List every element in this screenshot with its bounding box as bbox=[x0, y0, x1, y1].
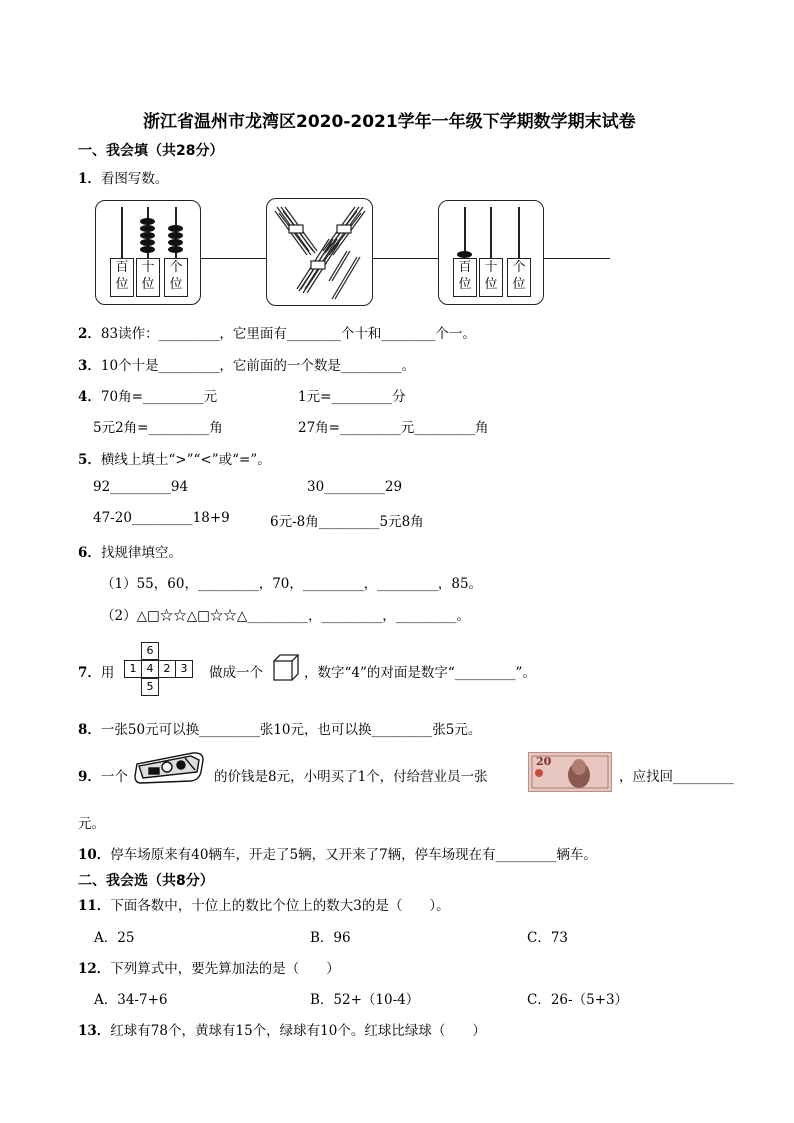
question-7 bbox=[78, 661, 114, 681]
pencil-case-icon bbox=[133, 750, 205, 784]
place-label-tens: 十位 bbox=[479, 258, 503, 297]
question-text: 83读作：_________，它里面有________个十和________个一。 bbox=[100, 326, 476, 342]
abacus-bead bbox=[140, 239, 155, 246]
question-number: 5． bbox=[78, 452, 101, 468]
q6-part-2: （2）△□☆☆△□☆☆△_________，_________，_________。 bbox=[101, 608, 470, 624]
option-b: B．96 bbox=[310, 930, 351, 946]
abacus-bead bbox=[140, 225, 155, 232]
connector-line bbox=[543, 258, 610, 259]
question-number: 6． bbox=[78, 545, 101, 561]
connector-line bbox=[200, 258, 266, 259]
question-text: 10个十是_________，它前面的一个数是_________。 bbox=[100, 358, 416, 374]
abacus-bead bbox=[168, 246, 183, 253]
question-number: 1． bbox=[78, 171, 101, 187]
question-text: 红球有78个，黄球有15个，绿球有10个。红球比绿球（ ） bbox=[110, 1023, 486, 1039]
question-number: 12． bbox=[78, 961, 111, 977]
q4-part-c: 5元2角=_________角 bbox=[93, 420, 223, 436]
sticks-bundle-picture bbox=[266, 198, 373, 306]
question-number: 8． bbox=[78, 722, 101, 738]
question-text: 横线上填土“>”“<”或“=”。 bbox=[100, 452, 271, 468]
question-number: 10． bbox=[78, 847, 111, 863]
abacus-bead bbox=[140, 232, 155, 239]
twenty-yuan-banknote bbox=[528, 752, 612, 792]
question-number: 3． bbox=[78, 358, 101, 374]
place-label-tens: 十位 bbox=[136, 258, 160, 297]
question-number: 13． bbox=[78, 1023, 111, 1039]
option-a: A．25 bbox=[94, 930, 135, 946]
section-heading: 二、我会选（共8分） bbox=[78, 873, 214, 889]
question-2 bbox=[78, 322, 476, 342]
question-number: 2． bbox=[78, 326, 101, 342]
net-face: 1 bbox=[124, 660, 142, 678]
question-6 bbox=[78, 541, 182, 561]
abacus-picture bbox=[95, 200, 201, 305]
abacus-bead bbox=[457, 251, 472, 258]
question-3 bbox=[78, 354, 415, 374]
question-text: 一张50元可以换_________张10元，也可以换_________张5元。 bbox=[100, 722, 482, 738]
stick-bundles-icon bbox=[267, 199, 372, 305]
question-13 bbox=[78, 1019, 486, 1039]
net-face: 3 bbox=[175, 660, 193, 678]
question-4 bbox=[78, 385, 217, 405]
question-9 bbox=[78, 765, 128, 785]
q9-text-4: 元。 bbox=[78, 816, 105, 832]
abacus-rod bbox=[490, 207, 492, 259]
section-heading: 一、我会填（共28分） bbox=[78, 143, 224, 159]
question-10 bbox=[78, 843, 597, 863]
abacus-bead bbox=[168, 232, 183, 239]
question-text: 找规律填空。 bbox=[100, 545, 182, 561]
question-text: 一个 bbox=[100, 769, 128, 785]
net-face: 6 bbox=[141, 642, 159, 660]
question-1 bbox=[78, 167, 168, 187]
question-text: 下面各数中，十位上的数比个位上的数大3的是（ ）。 bbox=[110, 898, 450, 914]
q7-text-3: ，数字“4”的对面是数字“_________”。 bbox=[304, 665, 536, 681]
abacus-picture bbox=[438, 200, 544, 305]
abacus-rod bbox=[518, 207, 520, 259]
option-b: B．52+（10-4） bbox=[310, 992, 420, 1008]
q9-text-2: 的价钱是8元，小明买了1个，付给营业员一张 bbox=[214, 769, 488, 785]
question-8 bbox=[78, 718, 481, 738]
question-number: 9． bbox=[78, 769, 101, 785]
q5-part-a: 92_________94 bbox=[93, 479, 189, 495]
q9-text-3: ，应找回_________ bbox=[619, 769, 734, 785]
place-label-hundreds: 百位 bbox=[453, 258, 477, 297]
place-label-ones: 个位 bbox=[164, 258, 188, 297]
question-text: 70角=_________元 bbox=[100, 389, 218, 405]
q5-part-c: 47-20_________18+9 bbox=[93, 510, 230, 526]
q5-part-d: 6元-8角_________5元8角 bbox=[270, 514, 424, 530]
option-c: C．26-（5+3） bbox=[527, 992, 629, 1008]
net-face: 5 bbox=[141, 678, 159, 696]
question-11 bbox=[78, 894, 450, 914]
place-label-hundreds: 百位 bbox=[110, 258, 134, 297]
abacus-bead bbox=[168, 225, 183, 232]
question-text: 看图写数。 bbox=[100, 171, 169, 187]
question-text: 下列算式中，要先算加法的是（ ） bbox=[110, 961, 340, 977]
question-number: 11． bbox=[78, 898, 111, 914]
question-12 bbox=[78, 957, 340, 977]
cube-icon bbox=[273, 654, 299, 682]
place-label-ones: 个位 bbox=[507, 258, 531, 297]
question-number: 4． bbox=[78, 389, 101, 405]
option-c: C．73 bbox=[527, 930, 569, 946]
q4-part-d: 27角=_________元_________角 bbox=[298, 420, 489, 436]
q4-part-b: 1元=_________分 bbox=[298, 389, 406, 405]
question-5 bbox=[78, 448, 271, 468]
banknote-value: 20 bbox=[536, 755, 552, 768]
q5-part-b: 30_________29 bbox=[307, 479, 403, 495]
connector-line bbox=[372, 258, 438, 259]
page-title: 浙江省温州市龙湾区2020-2021学年一年级下学期数学期末试卷 bbox=[143, 112, 636, 132]
abacus-bead bbox=[140, 246, 155, 253]
option-a: A．34-7+6 bbox=[94, 992, 168, 1008]
net-face: 4 bbox=[141, 660, 159, 678]
abacus-bead bbox=[168, 239, 183, 246]
question-text: 用 bbox=[100, 665, 115, 681]
abacus-rod bbox=[121, 207, 123, 259]
q7-text-2: 做成一个 bbox=[209, 665, 263, 681]
q6-part-1: （1）55，60，_________，70，_________，_________，85。 bbox=[101, 576, 483, 592]
question-text: 停车场原来有40辆车，开走了5辆，又开来了7辆，停车场现在有_________辆车。 bbox=[110, 847, 597, 863]
question-number: 7． bbox=[78, 665, 101, 681]
abacus-bead bbox=[140, 218, 155, 225]
net-face: 2 bbox=[158, 660, 176, 678]
